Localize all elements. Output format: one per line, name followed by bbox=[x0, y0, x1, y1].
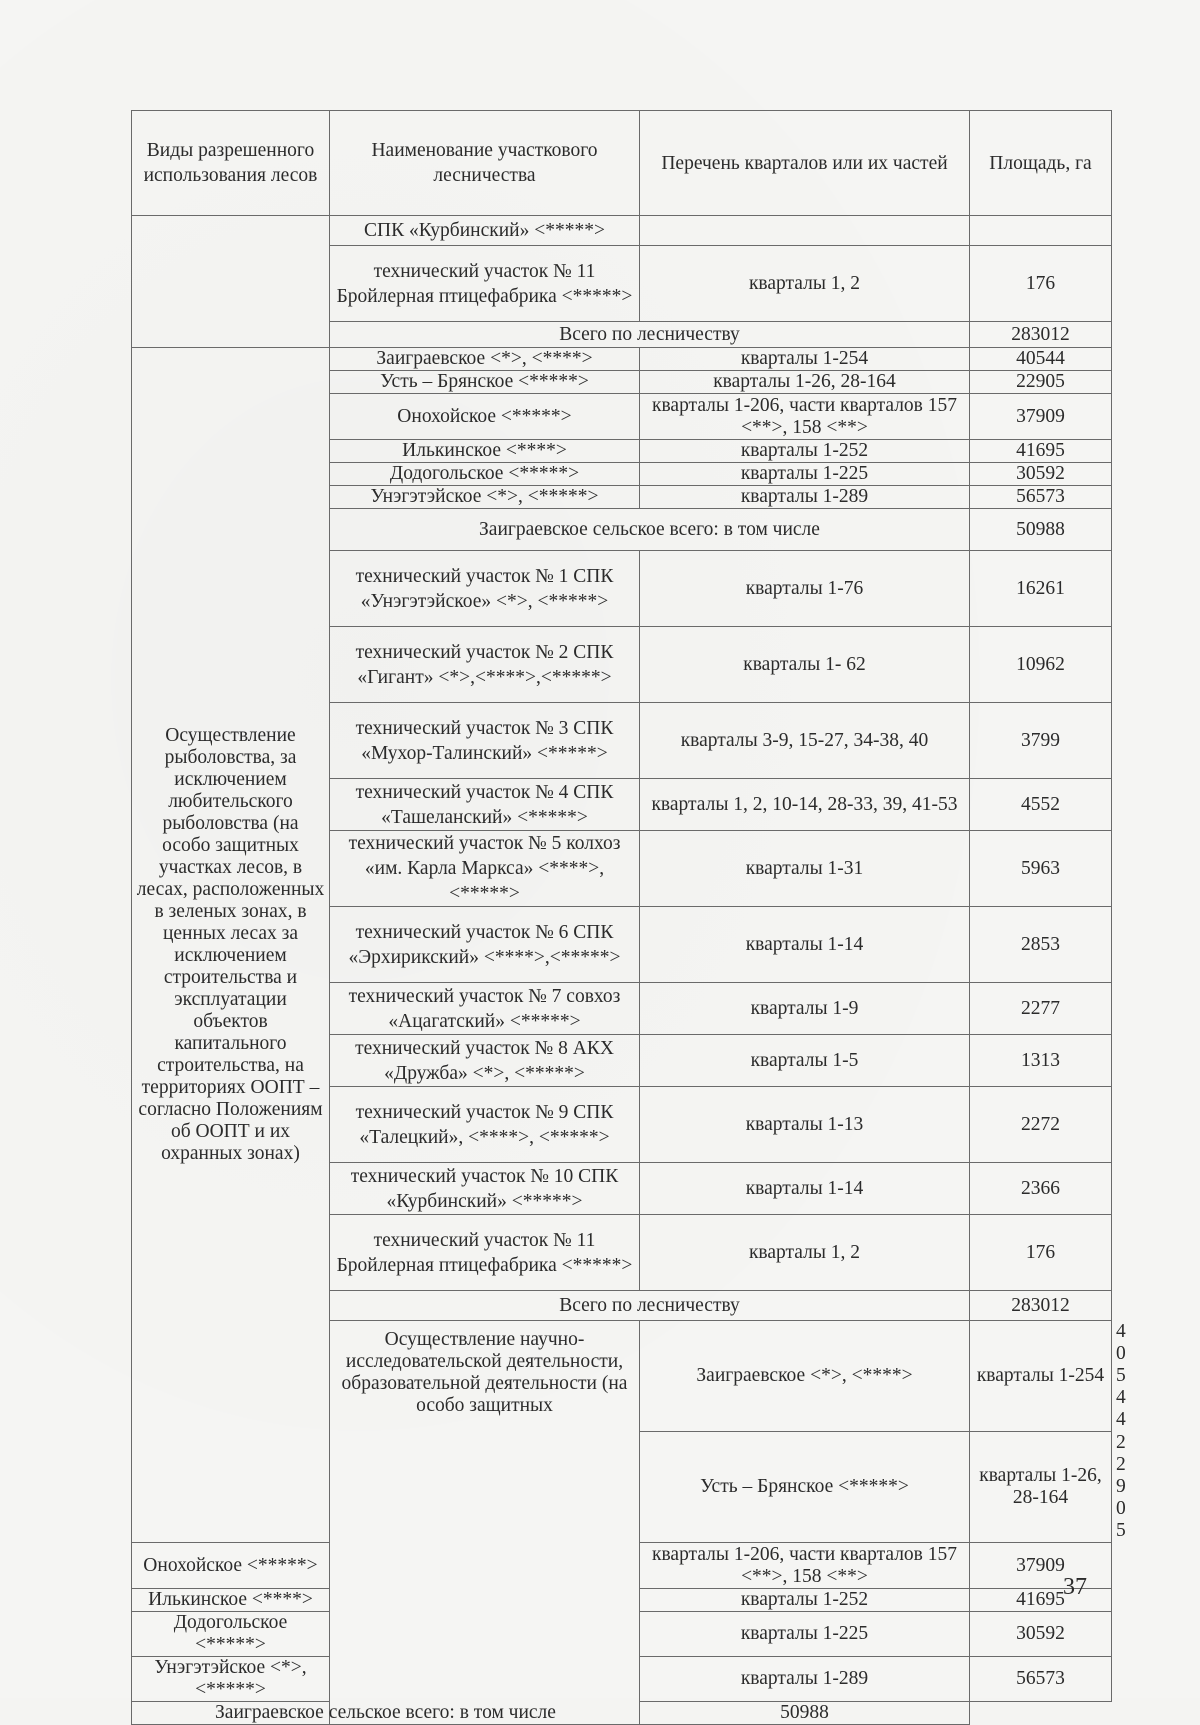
subtotal-area: 50988 bbox=[640, 1702, 970, 1725]
forestry-cell: технический участок № 9 СПК «Талецкий», <****>, <*****> bbox=[330, 1087, 640, 1163]
quarters-cell: кварталы 1-225 bbox=[640, 1612, 970, 1657]
area-cell: 16261 bbox=[970, 551, 1112, 627]
area-cell: 2366 bbox=[970, 1163, 1112, 1215]
forestry-cell: технический участок № 2 СПК «Гигант» <*>,<****>,<*****> bbox=[330, 627, 640, 703]
quarters-cell: кварталы 1-5 bbox=[640, 1035, 970, 1087]
quarters-cell: кварталы 1-26, 28-164 bbox=[970, 1432, 1112, 1543]
quarters-cell: кварталы 1-9 bbox=[640, 983, 970, 1035]
forestry-cell: Заиграевское <*>, <****> bbox=[640, 1321, 970, 1432]
area-cell: 30592 bbox=[970, 1612, 1112, 1657]
area-cell: 5963 bbox=[970, 831, 1112, 907]
forestry-cell: Усть – Брянское <*****> bbox=[640, 1432, 970, 1543]
table-header-row bbox=[132, 111, 1112, 216]
page-number: 37 bbox=[1063, 1574, 1087, 1600]
area-cell: 56573 bbox=[970, 486, 1112, 509]
forestry-cell: Илькинское <****> bbox=[330, 440, 640, 463]
forestry-cell: технический участок № 5 колхоз «им. Карла Маркса» <****>, <*****> bbox=[330, 831, 640, 907]
forestry-cell: СПК «Курбинский» <*****> bbox=[330, 216, 640, 246]
forestry-cell: Додогольское <*****> bbox=[330, 463, 640, 486]
table-row: Осуществление научно-исследовательской деятельности, образовательной деятельности (на особо защитных Заиграевское <*>, <****> кварталы 1-254 40544 bbox=[132, 1321, 1112, 1432]
kind-cell-research: Осуществление научно-исследовательской деятельности, образовательной деятельности (на особо защитных bbox=[330, 1321, 640, 1725]
forestry-cell: технический участок № 11 Бройлерная птицефабрика <*****> bbox=[330, 246, 640, 322]
area-cell: 4552 bbox=[970, 779, 1112, 831]
area-cell: 41695 bbox=[970, 440, 1112, 463]
quarters-cell bbox=[640, 216, 970, 246]
forestry-cell: технический участок № 10 СПК «Курбинский» <*****> bbox=[330, 1163, 640, 1215]
forestry-cell: технический участок № 8 АКХ «Дружба» <*>, <*****> bbox=[330, 1035, 640, 1087]
area-cell: 2277 bbox=[970, 983, 1112, 1035]
quarters-cell: кварталы 1- 62 bbox=[640, 627, 970, 703]
forestry-cell: технический участок № 6 СПК «Эрхирикский» <****>,<*****> bbox=[330, 907, 640, 983]
forestry-cell: Онохойское <*****> bbox=[330, 394, 640, 440]
area-cell: 176 bbox=[970, 1215, 1112, 1291]
quarters-cell: кварталы 1-13 bbox=[640, 1087, 970, 1163]
area-cell: 37909 bbox=[970, 1543, 1112, 1589]
area-cell: 41695 bbox=[970, 1589, 1112, 1612]
quarters-cell: кварталы 1-206, части кварталов 157 <**>, 158 <**> bbox=[640, 1543, 970, 1589]
area-cell: 3799 bbox=[970, 703, 1112, 779]
quarters-cell: кварталы 1-252 bbox=[640, 1589, 970, 1612]
subtotal-row bbox=[132, 1702, 1112, 1725]
area-cell: 56573 bbox=[970, 1657, 1112, 1702]
forestry-cell: Унэгэтэйское <*>, <*****> bbox=[330, 486, 640, 509]
quarters-cell: кварталы 3-9, 15-27, 34-38, 40 bbox=[640, 703, 970, 779]
quarters-cell: кварталы 1-289 bbox=[640, 486, 970, 509]
forestry-cell: технический участок № 11 Бройлерная птицефабрика <*****> bbox=[330, 1215, 640, 1291]
quarters-cell: кварталы 1, 2, 10-14, 28-33, 39, 41-53 bbox=[640, 779, 970, 831]
quarters-cell: кварталы 1-254 bbox=[970, 1321, 1112, 1432]
area-cell: 30592 bbox=[970, 463, 1112, 486]
forestry-cell: Илькинское <****> bbox=[132, 1589, 330, 1612]
area-cell bbox=[970, 216, 1112, 246]
subtotal-label: Заиграевское сельское всего: в том числе bbox=[132, 1702, 640, 1725]
area-cell: 10962 bbox=[970, 627, 1112, 703]
kind-cell-fishing: Осуществление рыболовства, за исключением любительского рыболовства (на особо защитных участках лесов, в лесах, расположенных в зеленых зонах, в ценных лесах за исключением строительства и эксплуатации объектов капитального строительства, на территориях ООПТ – согласно Положениям об ООПТ и их охранных зонах) bbox=[132, 348, 330, 1543]
total-label: Всего по лесничеству bbox=[330, 322, 970, 348]
area-cell: 2853 bbox=[970, 907, 1112, 983]
forestry-cell: Унэгэтэйское <*>, <*****> bbox=[132, 1657, 330, 1702]
quarters-cell: кварталы 1-225 bbox=[640, 463, 970, 486]
quarters-cell: кварталы 1-26, 28-164 bbox=[640, 371, 970, 394]
header-forestry: Наименование участкового лесничества bbox=[330, 111, 640, 216]
forestry-cell: Усть – Брянское <*****> bbox=[330, 371, 640, 394]
quarters-cell: кварталы 1-14 bbox=[640, 907, 970, 983]
table-row bbox=[132, 216, 1112, 246]
total-area: 283012 bbox=[970, 1291, 1112, 1321]
subtotal-label: Заиграевское сельское всего: в том числе bbox=[330, 509, 970, 551]
subtotal-area: 50988 bbox=[970, 509, 1112, 551]
quarters-cell: кварталы 1-252 bbox=[640, 440, 970, 463]
area-cell: 1313 bbox=[970, 1035, 1112, 1087]
area-cell: 22905 bbox=[970, 371, 1112, 394]
forestry-cell: технический участок № 7 совхоз «Ацагатский» <*****> bbox=[330, 983, 640, 1035]
forestry-cell: Додогольское <*****> bbox=[132, 1612, 330, 1657]
forestry-cell: технический участок № 4 СПК «Ташеланский» <*****> bbox=[330, 779, 640, 831]
quarters-cell: кварталы 1-206, части кварталов 157 <**>, 158 <**> bbox=[640, 394, 970, 440]
quarters-cell: кварталы 1-289 bbox=[640, 1657, 970, 1702]
kind-cell-empty bbox=[132, 216, 330, 348]
header-quarters: Перечень кварталов или их частей bbox=[640, 111, 970, 216]
quarters-cell: кварталы 1-14 bbox=[640, 1163, 970, 1215]
table-row: Усть – Брянское <*****> кварталы 1-26, 28-164 22905 bbox=[132, 1432, 1112, 1543]
quarters-cell: кварталы 1-31 bbox=[640, 831, 970, 907]
quarters-cell: кварталы 1-76 bbox=[640, 551, 970, 627]
total-label: Всего по лесничеству bbox=[330, 1291, 970, 1321]
forestry-cell: технический участок № 3 СПК «Мухор-Талинский» <*****> bbox=[330, 703, 640, 779]
forestry-cell: технический участок № 1 СПК «Унэгэтэйское» <*>, <*****> bbox=[330, 551, 640, 627]
total-area: 283012 bbox=[970, 322, 1112, 348]
forest-use-table bbox=[131, 110, 1126, 1725]
forestry-cell: Заиграевское <*>, <****> bbox=[330, 348, 640, 371]
area-cell: 37909 bbox=[970, 394, 1112, 440]
area-cell: 2272 bbox=[970, 1087, 1112, 1163]
header-kind: Виды разрешенного использования лесов bbox=[132, 111, 330, 216]
quarters-cell: кварталы 1-254 bbox=[640, 348, 970, 371]
quarters-cell: кварталы 1, 2 bbox=[640, 1215, 970, 1291]
quarters-cell: кварталы 1, 2 bbox=[640, 246, 970, 322]
area-cell: 176 bbox=[970, 246, 1112, 322]
table-row bbox=[132, 348, 1112, 371]
forestry-cell: Онохойское <*****> bbox=[132, 1543, 330, 1589]
header-area: Площадь, га bbox=[970, 111, 1112, 216]
area-cell: 40544 bbox=[970, 348, 1112, 371]
